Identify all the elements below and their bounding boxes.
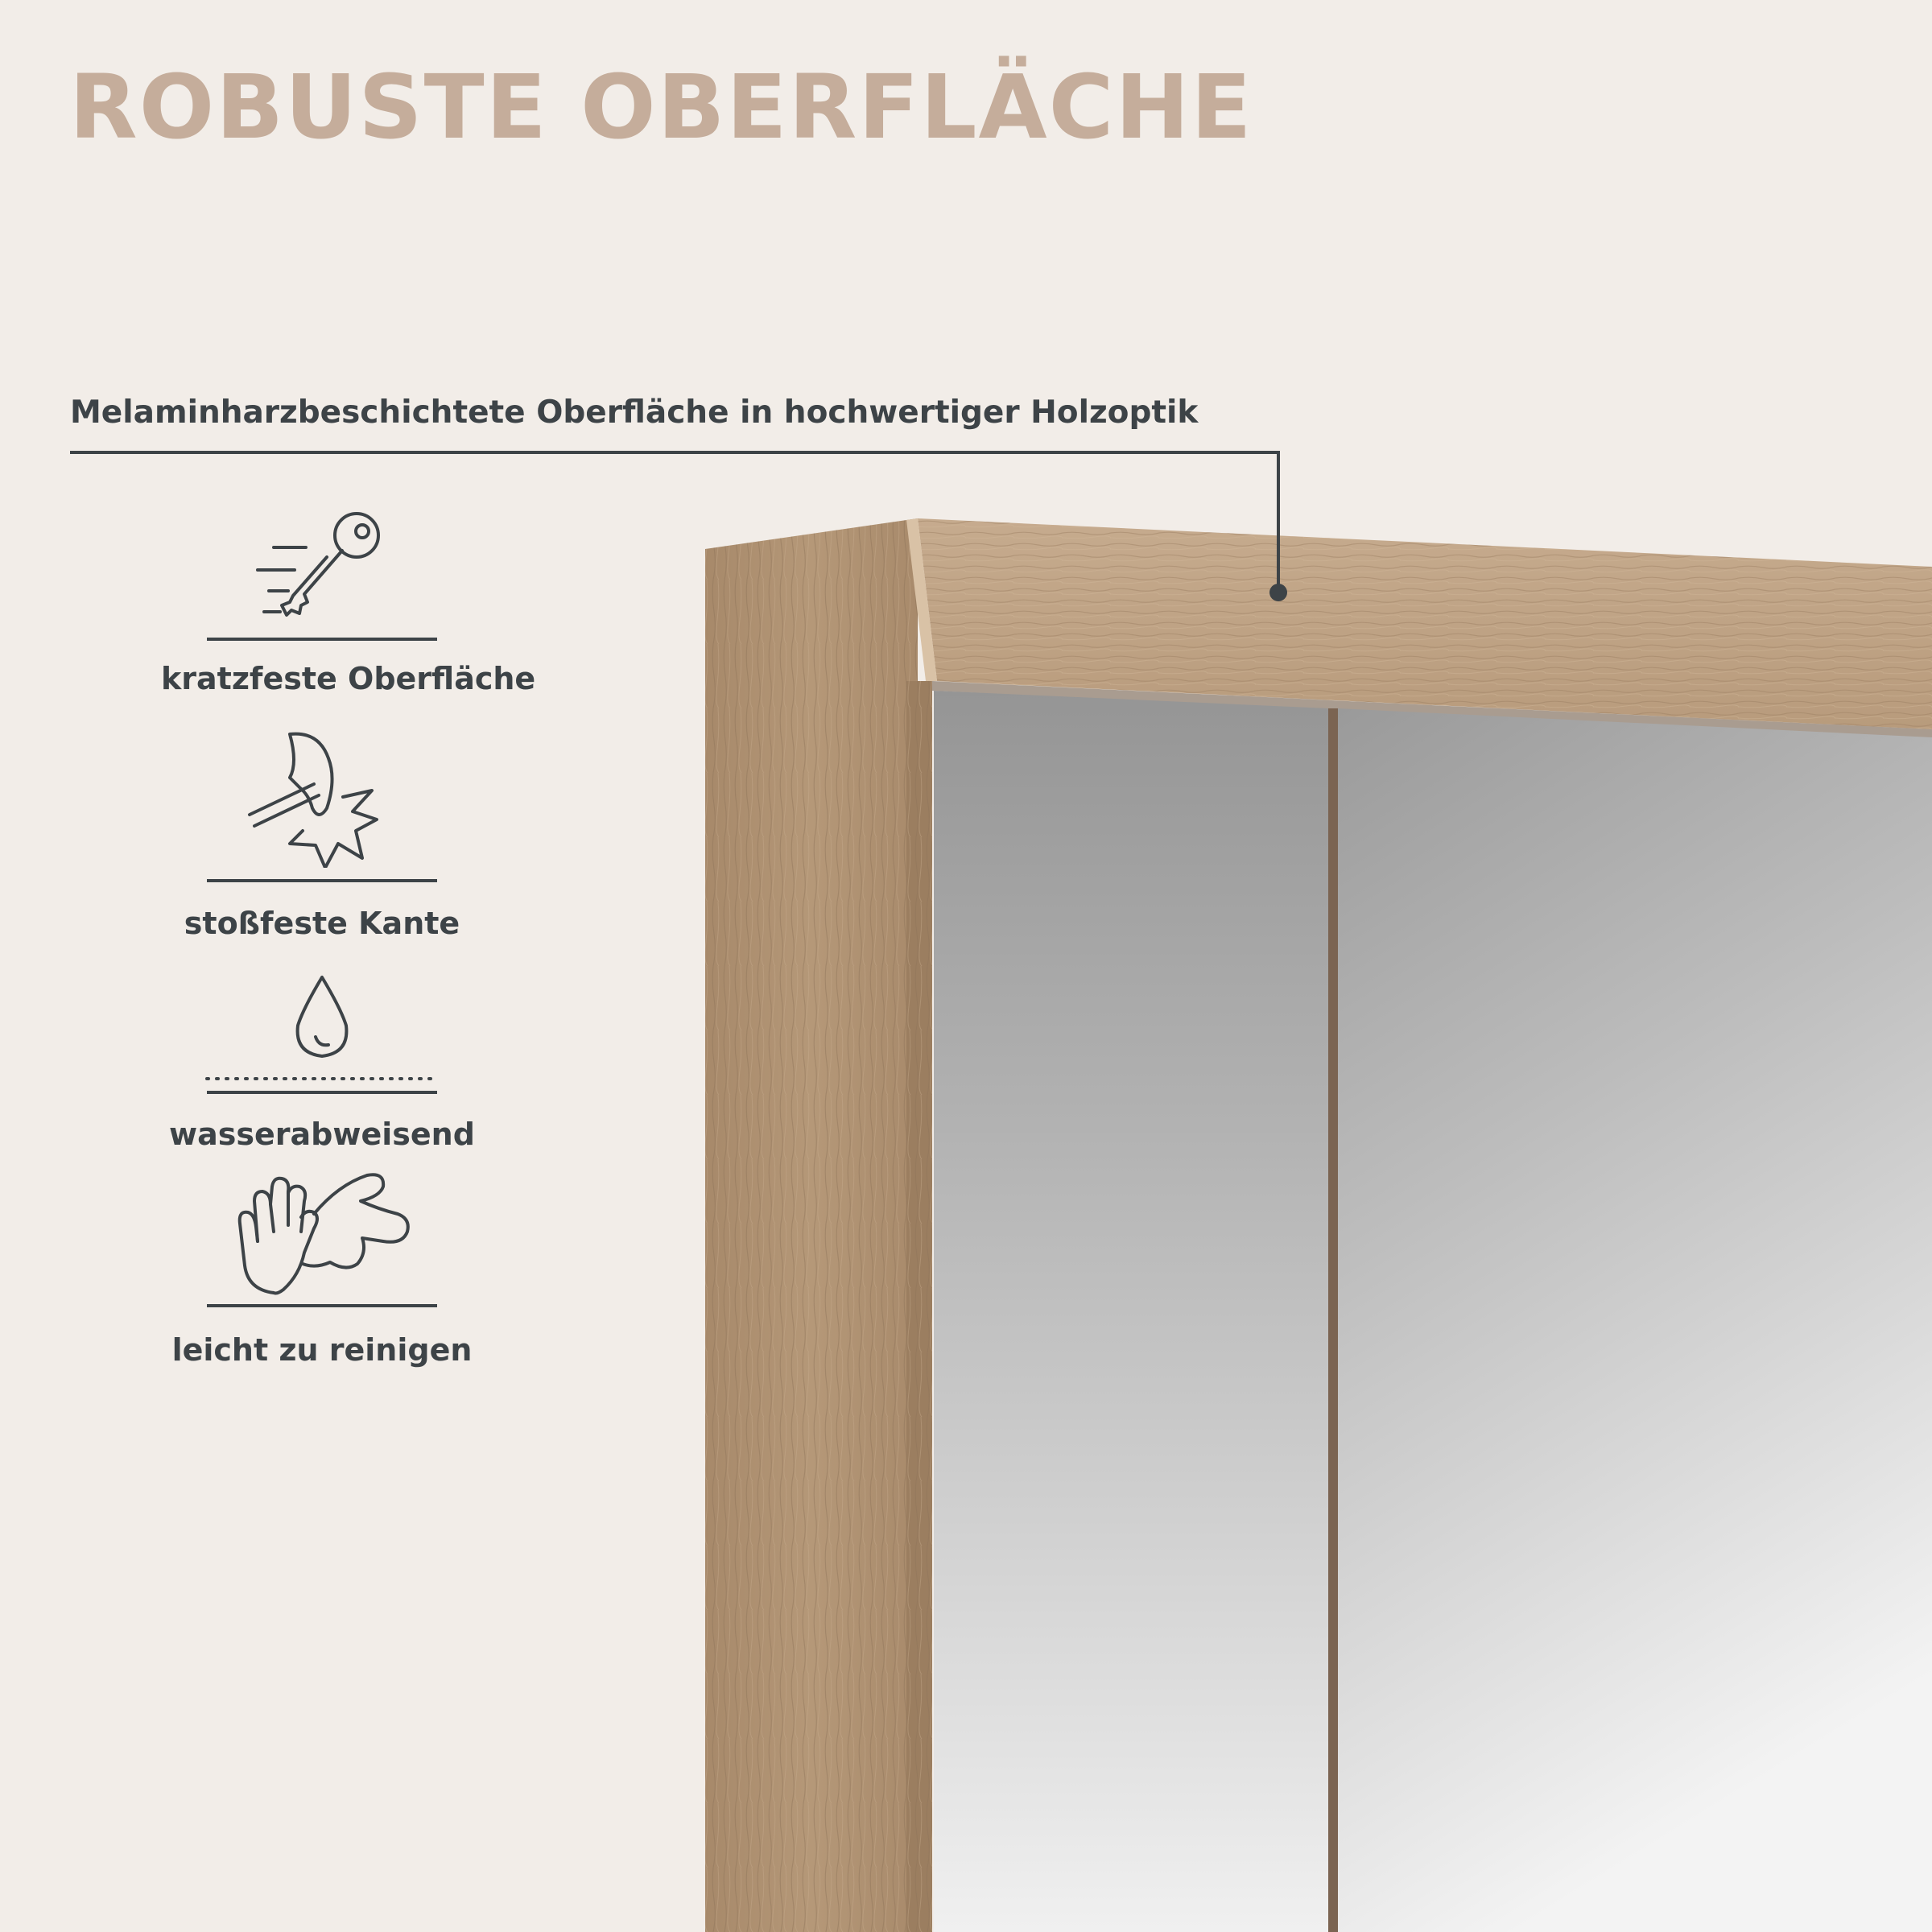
page-title: ROBUSTE OBERFLÄCHE bbox=[69, 56, 1253, 159]
callout-text: Melaminharzbeschichtete Oberfläche in hochwertiger Holzoptik bbox=[70, 394, 1199, 431]
feature-scratch-resistant bbox=[161, 507, 536, 696]
feature-label: leicht zu reinigen bbox=[171, 1332, 473, 1368]
feature-rule bbox=[205, 876, 439, 886]
feature-label: wasserabweisend bbox=[169, 1117, 475, 1152]
dotted-rule bbox=[205, 1074, 439, 1084]
hand-cloth-icon bbox=[161, 1169, 483, 1301]
feature-label: stoßfeste Kante bbox=[184, 906, 460, 941]
mirror-door-right bbox=[1338, 708, 1932, 1932]
feature-rule bbox=[205, 1088, 439, 1096]
water-drop-icon bbox=[161, 974, 483, 1063]
feature-label: kratzfeste Oberfläche bbox=[161, 661, 536, 696]
feature-rule bbox=[205, 634, 439, 644]
feature-impact-resistant bbox=[161, 731, 483, 939]
feature-water-repellent bbox=[161, 974, 483, 1150]
feature-rule bbox=[205, 1301, 439, 1311]
key-scratch-icon bbox=[161, 507, 483, 623]
mirror-door-left bbox=[934, 691, 1328, 1932]
hammer-impact-icon bbox=[161, 731, 483, 871]
feature-easy-to-clean bbox=[161, 1169, 483, 1368]
